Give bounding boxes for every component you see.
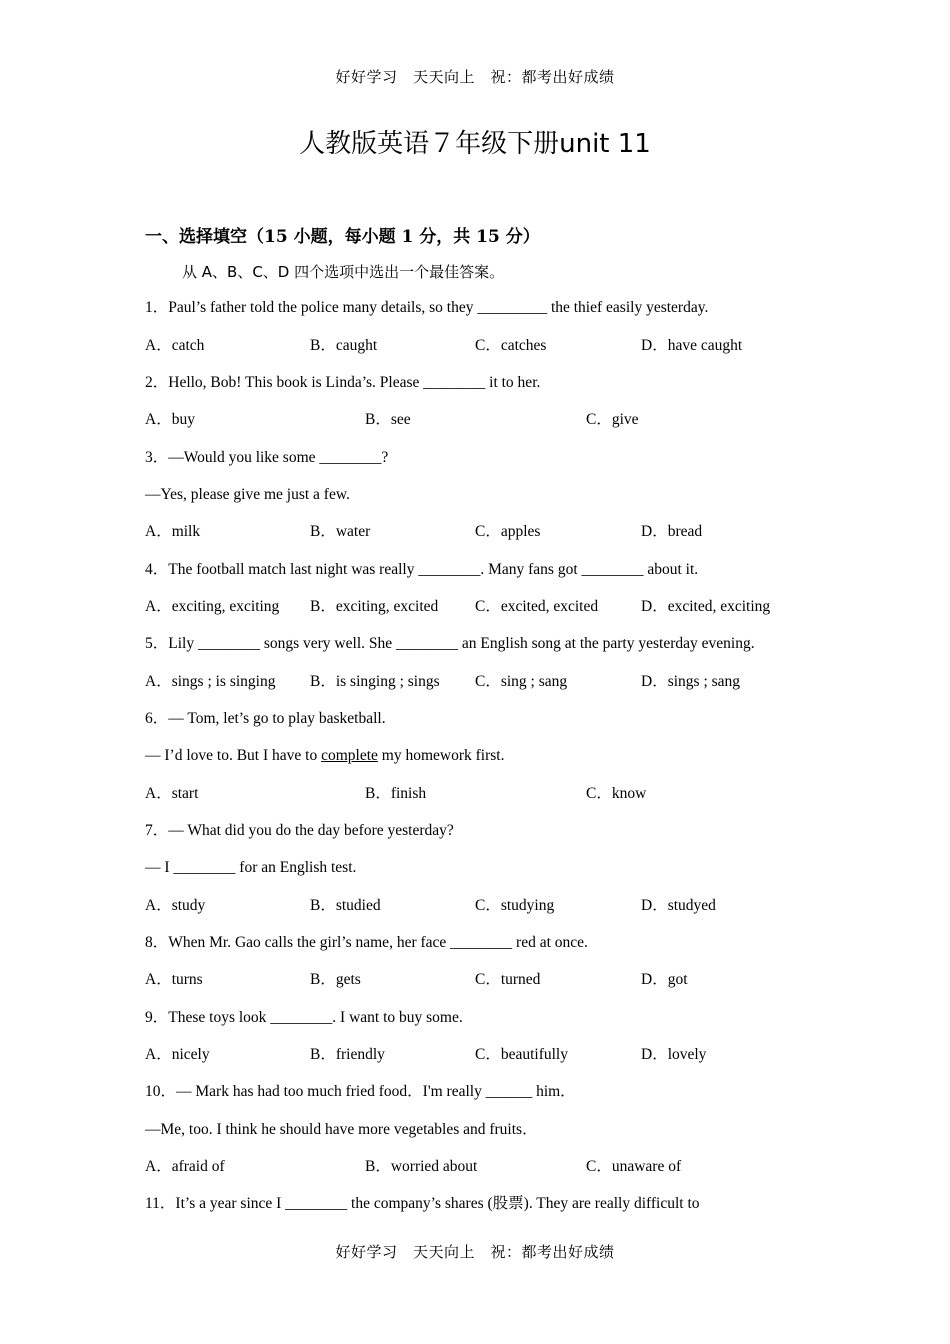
option: C．studying [475,897,555,914]
option: D．got [641,971,688,988]
option: D．sings ; sang [641,673,741,690]
question-8: 8．When Mr. Gao calls the girl’s name, her face ________ red at once. [145,934,588,951]
option: C．sing ; sang [475,673,568,690]
option: B．worried about [365,1158,478,1175]
option: A．afraid of [145,1158,225,1175]
option: C．unaware of [586,1158,682,1175]
question-9: 9．These toys look ________. I want to buy some. [145,1009,463,1026]
option: C．turned [475,971,541,988]
option: A．milk [145,523,201,540]
option: B．is singing ; sings [310,673,440,690]
option: A．exciting, exciting [145,598,280,615]
option: D．have caught [641,337,743,354]
option: A．study [145,897,206,914]
question-5: 5．Lily ________ songs very well. She ________ an English song at the party yesterday evening. [145,635,755,652]
question-6-line-2 [145,746,504,766]
option: C．beautifully [475,1046,568,1063]
option: B．finish [365,785,427,802]
option: C．give [586,411,639,428]
section-heading: 一、选择填空（15 小题，每小题 1 分，共 15 分） [145,227,540,247]
option: B．studied [310,897,381,914]
option: A．start [145,785,199,802]
option: C．catches [475,337,547,354]
option: A．sings ; is singing [145,673,276,690]
underlined-word: complete [321,747,378,764]
option: B．exciting, excited [310,598,439,615]
question-6: 6．— Tom, let’s go to play basketball. [145,710,386,727]
question-11: 11．It’s a year since I ________ the company’s shares (股票). They are really difficult to [145,1195,700,1212]
option: D．excited, exciting [641,598,771,615]
question-7: 7．— What did you do the day before yesterday? [145,822,454,839]
option: B．see [365,411,411,428]
option: D．bread [641,523,703,540]
question-7-line-2: — I ________ for an English test. [145,859,357,876]
question-2: 2．Hello, Bob! This book is Linda’s. Please ________ it to her. [145,374,541,391]
question-10: 10．— Mark has had too much fried food．I'm really ______ him． [145,1083,576,1100]
option: A．turns [145,971,203,988]
option: C．know [586,785,647,802]
text-segment: — I’d love to. But I have to [145,747,322,764]
option: C．excited, excited [475,598,599,615]
instruction: 从 A、B、C、D 四个选项中选出一个最佳答案。 [182,263,505,281]
page-title: 人教版英语７年级下册unit 11 [299,129,651,159]
question-10-line-2: —Me, too. I think he should have more vegetables and fruits． [145,1121,538,1138]
option: D．studyed [641,897,716,914]
page-header: 好好学习 天天向上 祝：都考出好成绩 [335,68,615,86]
page-footer: 好好学习 天天向上 祝：都考出好成绩 [335,1243,615,1261]
option: A．catch [145,337,205,354]
question-3-line-2: —Yes, please give me just a few. [145,486,350,503]
option: C．apples [475,523,541,540]
option: A．nicely [145,1046,210,1063]
option: A．buy [145,411,195,428]
option: B．friendly [310,1046,385,1063]
question-1: 1．Paul’s father told the police many details, so they _________ the thief easily yesterday. [145,299,709,316]
option: B．gets [310,971,361,988]
option: B．water [310,523,371,540]
question-4: 4．The football match last night was really ________. Many fans got ________ about it. [145,561,699,578]
question-3: 3．—Would you like some ________? [145,449,389,466]
text-segment: my homework first. [377,747,505,764]
option: D．lovely [641,1046,707,1063]
option: B．caught [310,337,378,354]
